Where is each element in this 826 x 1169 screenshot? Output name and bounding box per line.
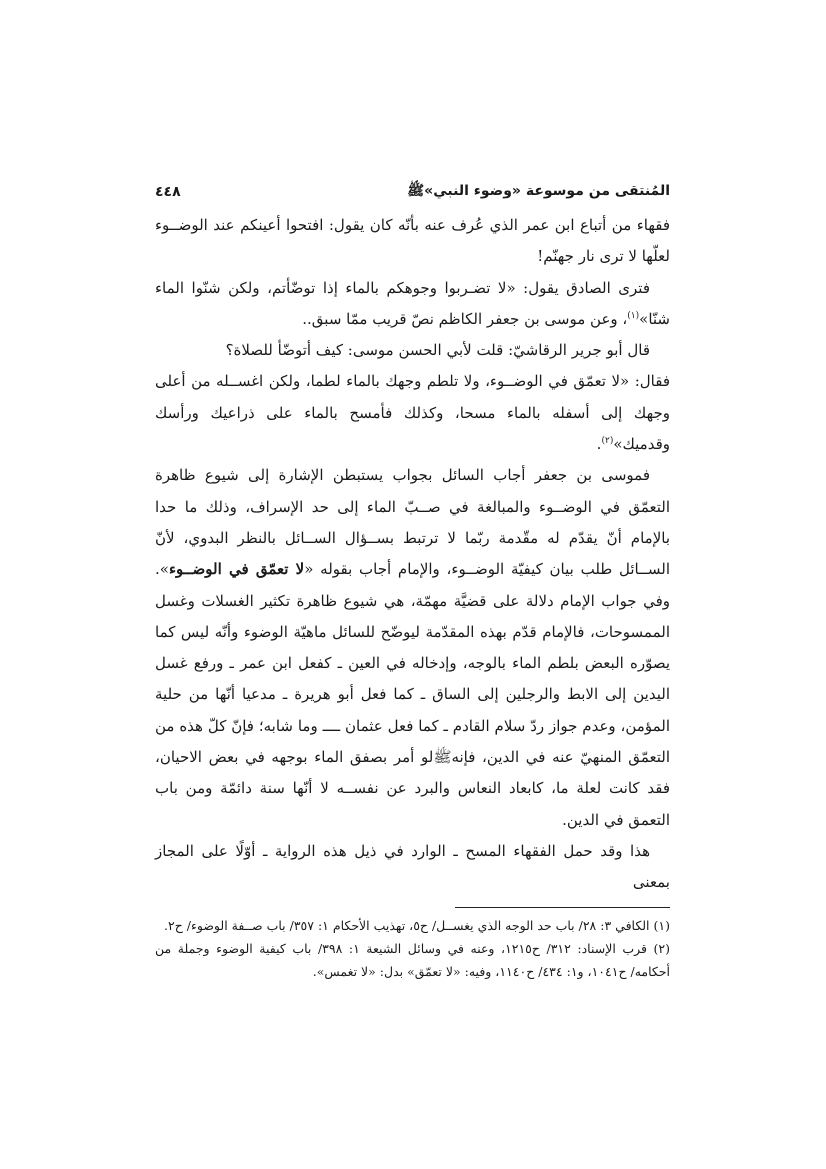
paragraph-5-text-b: ». وفي جواب الإمام دلالة على قضيَّة مهمّة، هي شيوع ظاهرة تكثير الغسلات وغسل الممسوحات، فالإمام قدّم بهذه المقدّمة ليوضّح للسائل ماهيّة الوضوء وأنّه ليس كما يصوّره البعض بلطم الماء بالوجه، وإدخاله في العين ـ كفعل ابن عمر ـ ورفع غسل اليدين إلى الابط والرجلين إلى الساق ـ كما فعل أبو هريرة ـ مدعيا أنّها من حلية المؤمن، وعدم جواز ردّ سلام القادم ـ كما فعل عثمان ــــ وما شابه؛ فإنّ كلّ هذه من التعمّق المنهيّ عنه في الدين، فإنهﷺلو أمر بصفق الماء بوجهه في بعض الاحيان، فقد كانت لعلة ما، كابعاد النعاس والبرد عن نفســه لا أنّها سنة دائمّة ومن باب التعمق في الدين. [155,560,670,829]
paragraph-5-bold-quote: لا تعمّق في الوضــوء [168,560,305,579]
footnotes [155,914,670,983]
footnote-1: (١) الكافي ٣: ٢٨/ باب حد الوجه الذي يغســل/ ح٥، تهذيب الأحكام ١: ٣٥٧/ باب صــفة الوضوء/ ح٢. [164,917,670,933]
paragraph-2-text-a: فترى الصادق يقول: «لا تضـربوا وجوهكم بالماء إذا توضّأتم، ولكن شنّوا الماء شنّا» [155,278,670,328]
paragraph-2 [155,273,670,336]
page-number: ٤٤٨ [155,184,181,200]
paragraph-2-text-b: ، وعن موسى بن جعفر الكاظم نصّ قريب ممّا سبق.. [302,309,628,328]
paragraph-4 [155,366,670,460]
running-header [155,180,670,204]
book-page [155,180,670,983]
paragraph-3: قال أبو جرير الرقاشيّ: قلت لأبي الحسن موسى: كيف أتوضّأ للصلاة؟ [225,341,650,360]
footnote-ref-1[interactable]: (١) [627,310,640,321]
paragraph-6: هذا وقد حمل الفقهاء المسح ـ الوارد في ذيل هذه الرواية ـ أوّلًا على المجاز بمعنى [155,841,670,892]
running-title: المُنتقى من موسوعة «وضوء النبي»ﷺ [407,183,670,199]
paragraph-5 [155,460,670,836]
paragraph-5-text-a: فموسى بن جعفر أجاب السائل بجواب يستبطن الإشارة إلى شيوع ظاهرة التعمّق في الوضــوء والمبالغة في صــبّ الماء إلى حد الإسراف، وذلك ما حدا بالإمام أنّ يقدّم له مقّدمة ربّما لا ترتبط بســؤال الســائل بالنظر البدوي، لأنّ الســائل طلب بيان كيفيّة الوضــوء، والإمام أجاب بقوله « [155,466,670,579]
main-text [155,210,670,899]
footnote-ref-2[interactable]: (٢) [601,436,614,447]
paragraph-4-text-b: . [596,435,602,454]
paragraph-4-text-a: فقال: «لا تعمّق في الوضــوء، ولا تلطم وجهك بالماء لطما، ولكن اغســله من أعلى وجهك إلى أسفله بالماء مسحا، وكذلك فأمسح بالماء على ذراعيك ورأسك وقدميك» [155,372,670,454]
paragraph-1: فقهاء من أتباع ابن عمر الذي عُرف عنه بأنّه كان يقول: افتحوا أعينكم عند الوضــوء لعلّها لا ترى نار جهنّم! [155,216,670,266]
footnote-2: (٢) قرب الإسناد: ٣١٢/ ح١٢١٥، وعنه في وسائل الشيعة ١: ٣٩٨/ باب كيفية الوضوء وجملة من أحكامه/ ح١٠٤١، و١: ٤٣٤/ ح١١٤٠، وفيه: «لا تعمّق» بدل: «لا تغمس». [155,940,671,979]
footnote-separator [455,907,670,908]
